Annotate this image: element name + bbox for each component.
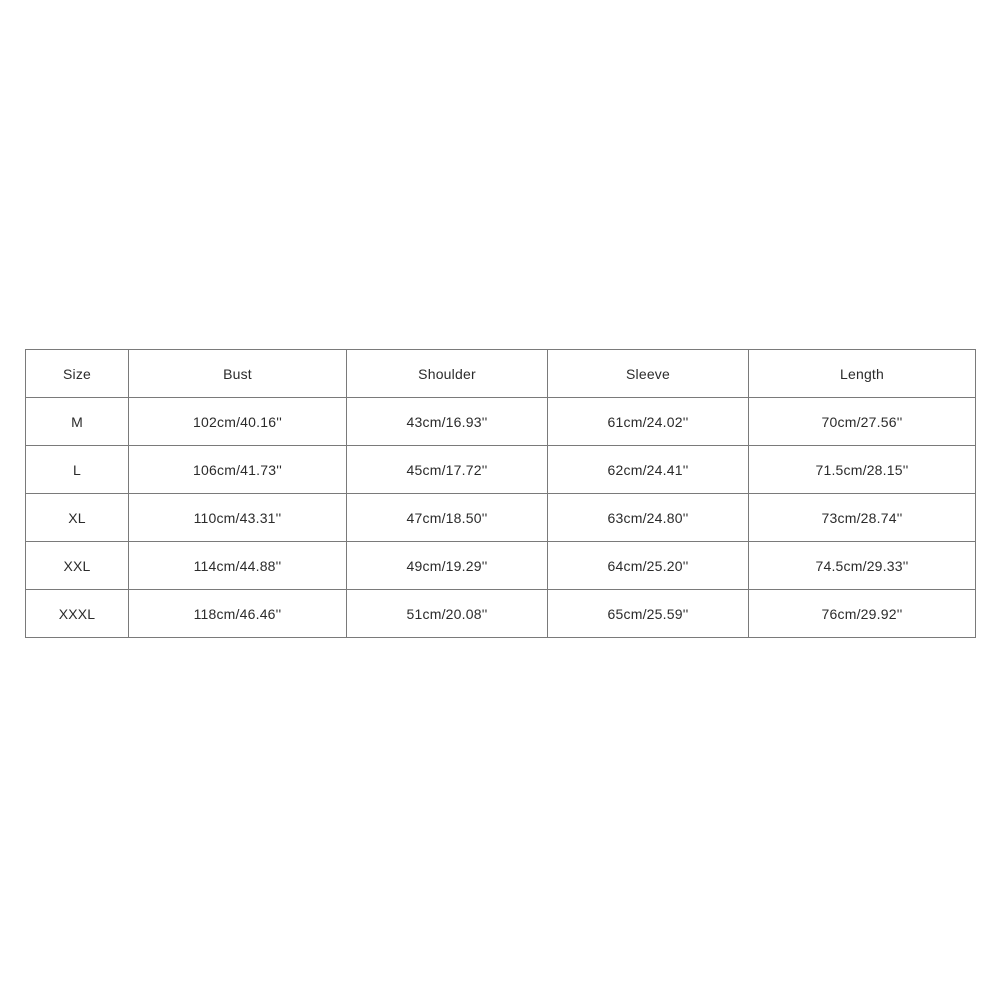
cell-size: XXXL bbox=[26, 590, 129, 638]
cell-bust: 102cm/40.16'' bbox=[129, 398, 347, 446]
cell-sleeve: 65cm/25.59'' bbox=[548, 590, 749, 638]
header-shoulder: Shoulder bbox=[347, 350, 548, 398]
header-row bbox=[26, 350, 976, 398]
table-row bbox=[26, 590, 976, 638]
cell-bust: 114cm/44.88'' bbox=[129, 542, 347, 590]
header-length: Length bbox=[749, 350, 976, 398]
size-chart-table bbox=[25, 349, 976, 638]
table-header bbox=[26, 350, 976, 398]
cell-length: 73cm/28.74'' bbox=[749, 494, 976, 542]
table-row bbox=[26, 494, 976, 542]
cell-bust: 106cm/41.73'' bbox=[129, 446, 347, 494]
cell-shoulder: 49cm/19.29'' bbox=[347, 542, 548, 590]
cell-sleeve: 62cm/24.41'' bbox=[548, 446, 749, 494]
header-size: Size bbox=[26, 350, 129, 398]
cell-length: 74.5cm/29.33'' bbox=[749, 542, 976, 590]
cell-shoulder: 43cm/16.93'' bbox=[347, 398, 548, 446]
header-bust: Bust bbox=[129, 350, 347, 398]
table-row bbox=[26, 398, 976, 446]
cell-shoulder: 51cm/20.08'' bbox=[347, 590, 548, 638]
cell-length: 76cm/29.92'' bbox=[749, 590, 976, 638]
cell-size: M bbox=[26, 398, 129, 446]
cell-sleeve: 64cm/25.20'' bbox=[548, 542, 749, 590]
cell-shoulder: 45cm/17.72'' bbox=[347, 446, 548, 494]
cell-size: XXL bbox=[26, 542, 129, 590]
cell-size: L bbox=[26, 446, 129, 494]
table-row bbox=[26, 446, 976, 494]
cell-shoulder: 47cm/18.50'' bbox=[347, 494, 548, 542]
cell-length: 71.5cm/28.15'' bbox=[749, 446, 976, 494]
cell-bust: 110cm/43.31'' bbox=[129, 494, 347, 542]
table-body bbox=[26, 398, 976, 638]
cell-sleeve: 63cm/24.80'' bbox=[548, 494, 749, 542]
cell-sleeve: 61cm/24.02'' bbox=[548, 398, 749, 446]
table-row bbox=[26, 542, 976, 590]
cell-size: XL bbox=[26, 494, 129, 542]
cell-length: 70cm/27.56'' bbox=[749, 398, 976, 446]
header-sleeve: Sleeve bbox=[548, 350, 749, 398]
cell-bust: 118cm/46.46'' bbox=[129, 590, 347, 638]
